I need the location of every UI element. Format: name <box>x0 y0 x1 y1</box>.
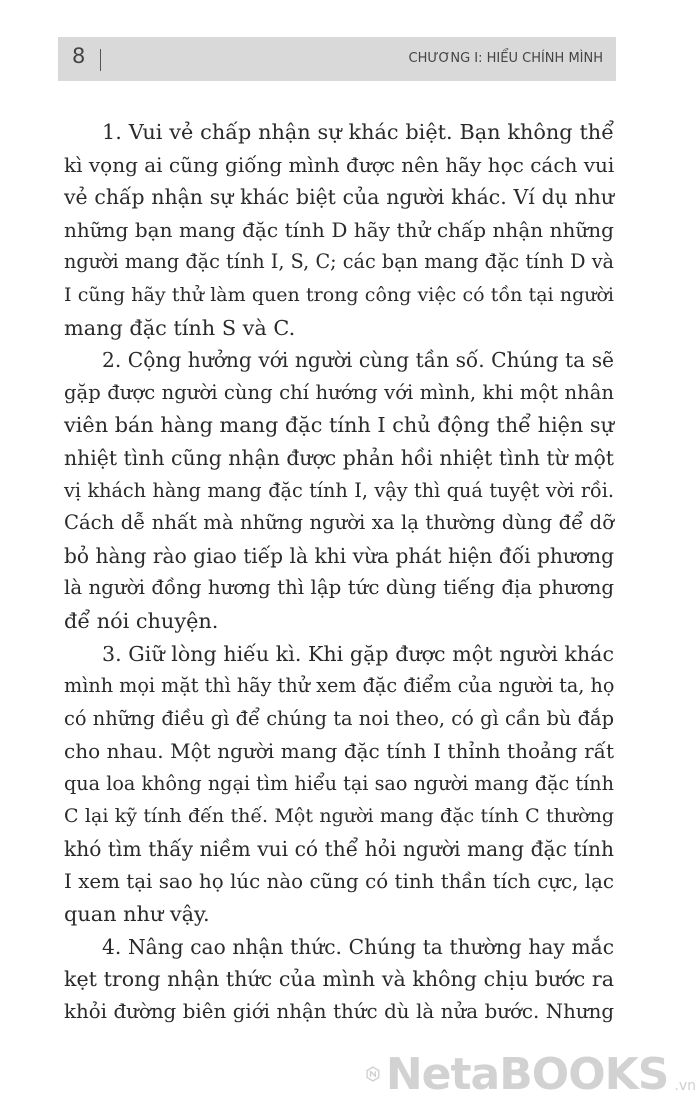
text-line: gặp được người cùng chí hướng với mình, khi một nhân <box>64 380 614 404</box>
netabooks-logo-icon <box>366 1045 380 1103</box>
text-line: khỏi đường biên giới nhận thức dù là nửa bước. Nhưng <box>64 1000 614 1024</box>
text-line: 2. Cộng hưởng với người cùng tần số. Chúng ta sẽ <box>102 348 614 373</box>
text-line: I xem tại sao họ lúc nào cũng có tinh thần tích cực, lạc <box>64 869 614 893</box>
paragraph <box>64 638 614 931</box>
watermark-brand: NetaBOOKS <box>385 1048 669 1100</box>
text-line: I cũng hãy thử làm quen trong công việc có tồn tại người <box>64 283 614 306</box>
text-line: cho nhau. Một người mang đặc tính I thỉnh thoảng rất <box>64 739 614 764</box>
text-line: có những điều gì để chúng ta noi theo, có gì cần bù đắp <box>64 706 614 730</box>
text-line: kì vọng ai cũng giống mình được nên hãy học cách vui <box>64 152 615 177</box>
text-line: nhiệt tình cũng nhận được phản hồi nhiệt tình từ một <box>64 445 614 470</box>
text-line: 1. Vui vẻ chấp nhận sự khác biệt. Bạn không thể <box>102 120 614 144</box>
text-line: quan như vậy. <box>64 902 210 927</box>
watermark-suffix: .vn <box>674 1078 696 1094</box>
text-line: vẻ chấp nhận sự khác biệt của người khác. Ví dụ như <box>64 185 614 210</box>
body-text <box>64 116 614 1029</box>
text-line: mình mọi mặt thì hãy thử xem đặc điểm của người ta, họ <box>64 674 615 698</box>
paragraph <box>64 931 614 1029</box>
text-line: Cách dễ nhất mà những người xa lạ thường dùng để dỡ <box>64 511 614 535</box>
text-line: để nói chuyện. <box>64 608 219 633</box>
text-line: người mang đặc tính I, S, C; các bạn mang đặc tính D và <box>64 250 614 274</box>
header-separator <box>100 49 101 71</box>
text-line: C lại kỹ tính đến thế. Một người mang đặc tính C thường <box>64 805 614 828</box>
paragraph <box>64 344 614 637</box>
text-line: kẹt trong nhận thức của mình và không chịu bước ra <box>64 967 614 992</box>
text-line: qua loa không ngại tìm hiểu tại sao người mang đặc tính <box>64 771 614 795</box>
running-header <box>58 37 616 81</box>
text-line: những bạn mang đặc tính D hãy thử chấp nhận những <box>64 217 614 242</box>
text-line: là người đồng hương thì lập tức dùng tiếng địa phương <box>64 576 614 600</box>
text-line: viên bán hàng mang đặc tính I chủ động thể hiện sự <box>64 413 614 438</box>
text-line: 4. Nâng cao nhận thức. Chúng ta thường hay mắc <box>102 934 614 959</box>
text-line: khó tìm thấy niềm vui có thể hỏi người mang đặc tính <box>64 837 614 862</box>
page-number: 8 <box>72 44 86 68</box>
paragraph <box>64 116 614 344</box>
chapter-title: CHƯƠNG I: HIỂU CHÍNH MÌNH <box>408 51 603 66</box>
text-line: bỏ hàng rào giao tiếp là khi vừa phát hiện đối phương <box>64 543 614 568</box>
text-line: vị khách hàng mang đặc tính I, vậy thì quá tuyệt vời rồi. <box>64 478 614 502</box>
text-line: mang đặc tính S và C. <box>64 315 296 340</box>
watermark <box>366 1034 696 1114</box>
text-line: 3. Giữ lòng hiếu kì. Khi gặp được một người khác <box>102 641 614 666</box>
